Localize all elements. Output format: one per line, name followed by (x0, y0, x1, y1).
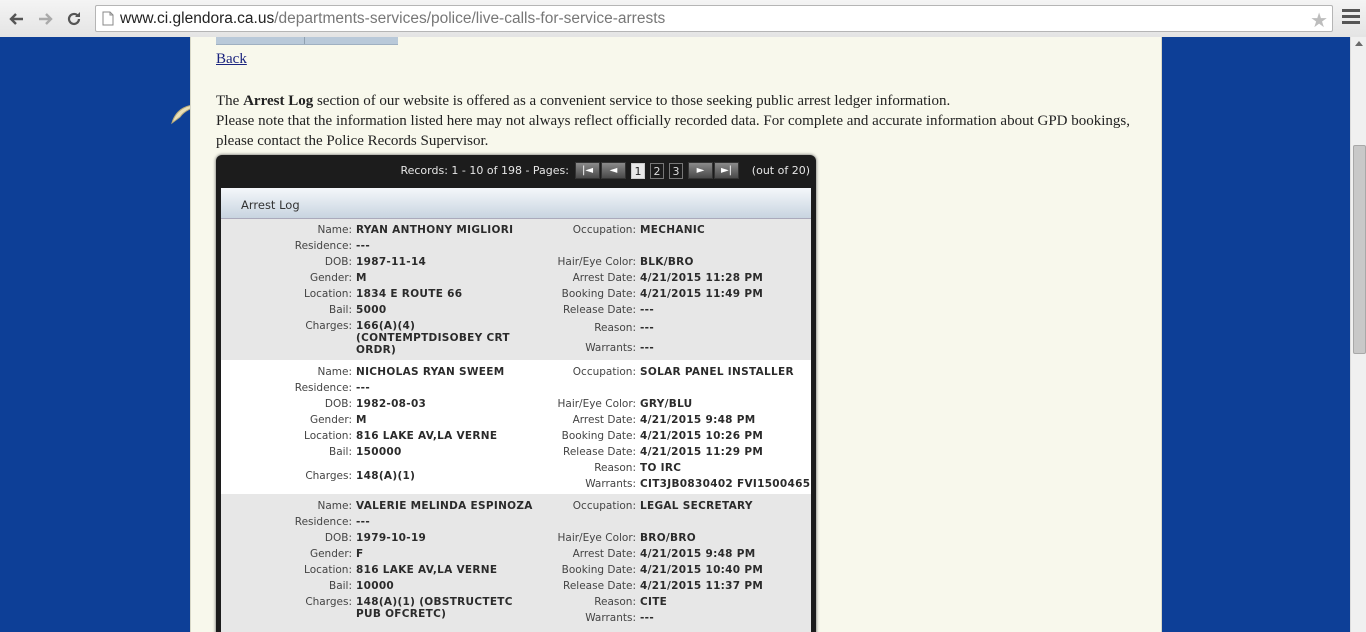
value-occupation: LEGAL SECRETARY (640, 500, 753, 512)
label-location: Location: (304, 564, 352, 576)
value-booking-date: 4/21/2015 10:40 PM (640, 564, 764, 576)
page-icon (102, 11, 114, 31)
value-arrest-date: 4/21/2015 11:28 PM (640, 272, 764, 284)
value-booking-date: 4/21/2015 11:49 PM (640, 288, 764, 300)
label-residence: Residence: (294, 382, 352, 394)
page-1-button[interactable]: 1 (631, 163, 645, 179)
value-dob: 1982-08-03 (356, 398, 427, 410)
label-arrest-date: Arrest Date: (572, 272, 636, 284)
page-3-button[interactable]: 3 (669, 163, 683, 179)
label-bail: Bail: (328, 446, 352, 458)
prev-page-button[interactable]: ◄ (601, 162, 626, 179)
page-content (190, 37, 1162, 632)
value-residence: --- (356, 516, 370, 528)
arrest-log-panel (221, 188, 811, 632)
reload-icon[interactable] (63, 8, 85, 30)
value-location: 816 LAKE AV,LA VERNE (356, 564, 498, 576)
value-bail: 150000 (356, 446, 402, 458)
label-warrants: Warrants: (585, 478, 636, 490)
value-gender: F (356, 548, 364, 560)
address-bar[interactable] (95, 5, 1333, 32)
scroll-up-arrow-icon[interactable] (1355, 41, 1363, 46)
label-name: Name: (317, 366, 352, 378)
arrest-record (221, 494, 811, 632)
intro-bold: Arrest Log (243, 93, 314, 109)
intro-text (216, 91, 1146, 151)
label-booking-date: Booking Date: (561, 288, 636, 300)
value-occupation: MECHANIC (640, 224, 706, 236)
value-hair-eye: BLK/BRO (640, 256, 694, 268)
back-arrow-icon[interactable] (6, 8, 28, 30)
value-location: 1834 E ROUTE 66 (356, 288, 463, 300)
page-2-button[interactable]: 2 (650, 163, 664, 179)
value-gender: M (356, 272, 367, 284)
label-charges: Charges: (305, 470, 352, 482)
browser-menu-icon[interactable] (1342, 9, 1360, 27)
bookmark-star-icon[interactable]: ★ (1310, 8, 1328, 32)
label-occupation: Occupation: (572, 500, 636, 512)
label-arrest-date: Arrest Date: (572, 548, 636, 560)
intro-line2: Please note that the information listed here may not always reflect officially recorded data. For complete and accurate information about GPD bookings, please contact the Police Records Supervisor. (216, 113, 1131, 149)
value-arrest-date: 4/21/2015 9:48 PM (640, 548, 756, 560)
label-warrants: Warrants: (585, 612, 636, 624)
value-charges: 148(A)(1) (OBSTRUCTETC PUB OFCRETC) (356, 596, 513, 620)
url-host: www.ci.glendora.ca.us (120, 10, 275, 27)
arrest-log-widget (216, 155, 816, 632)
value-gender: M (356, 414, 367, 426)
label-arrest-date: Arrest Date: (572, 414, 636, 426)
value-name: VALERIE MELINDA ESPINOZA (356, 500, 533, 512)
value-location: 816 LAKE AV,LA VERNE (356, 430, 498, 442)
label-name: Name: (317, 224, 352, 236)
value-dob: 1979-10-19 (356, 532, 427, 544)
label-reason: Reason: (594, 322, 636, 334)
label-warrants: Warrants: (585, 342, 636, 354)
label-occupation: Occupation: (572, 224, 636, 236)
value-release-date: --- (640, 304, 654, 316)
records-summary: Records: 1 - 10 of 198 - Pages: (400, 164, 569, 177)
value-warrants: CIT3JB0830402 FVI1500465 (640, 478, 811, 490)
label-reason: Reason: (594, 462, 636, 474)
label-hair-eye: Hair/Eye Color: (557, 256, 636, 268)
page-count: (out of 20) (751, 164, 810, 177)
back-link[interactable]: Back (216, 51, 247, 67)
pager (216, 155, 816, 185)
url-path: /departments-services/police/live-calls-for-service-arrests (274, 10, 666, 27)
value-release-date: 4/21/2015 11:37 PM (640, 580, 764, 592)
value-name: RYAN ANTHONY MIGLIORI (356, 224, 514, 236)
label-gender: Gender: (309, 548, 352, 560)
arrest-log-title: Arrest Log (241, 198, 300, 212)
label-location: Location: (304, 430, 352, 442)
value-dob: 1987-11-14 (356, 256, 427, 268)
value-charges: 148(A)(1) (356, 470, 416, 482)
label-residence: Residence: (294, 516, 352, 528)
label-charges: Charges: (305, 320, 352, 332)
value-warrants: --- (640, 342, 654, 354)
value-charges: 166(A)(4) (CONTEMPTDISOBEY CRT ORDR) (356, 320, 510, 356)
label-charges: Charges: (305, 596, 352, 608)
next-page-button[interactable]: ► (688, 162, 713, 179)
label-release-date: Release Date: (563, 446, 636, 458)
value-residence: --- (356, 382, 370, 394)
label-release-date: Release Date: (563, 304, 636, 316)
value-occupation: SOLAR PANEL INSTALLER (640, 366, 794, 378)
intro-rest: section of our website is offered as a convenient service to those seeking public arrest ledger information. (313, 93, 951, 109)
arrest-record (221, 360, 811, 494)
label-reason: Reason: (594, 596, 636, 608)
browser-toolbar (0, 0, 1366, 38)
arrest-record (221, 218, 811, 360)
forward-arrow-icon[interactable] (34, 8, 56, 30)
label-bail: Bail: (328, 304, 352, 316)
label-gender: Gender: (309, 272, 352, 284)
value-arrest-date: 4/21/2015 9:48 PM (640, 414, 756, 426)
page-scrollbar[interactable] (1350, 37, 1366, 632)
label-residence: Residence: (294, 240, 352, 252)
label-location: Location: (304, 288, 352, 300)
value-bail: 10000 (356, 580, 395, 592)
url-text (120, 10, 665, 28)
value-hair-eye: GRY/BLU (640, 398, 693, 410)
value-residence: --- (356, 240, 370, 252)
label-occupation: Occupation: (572, 366, 636, 378)
page-viewport (0, 37, 1350, 632)
value-hair-eye: BRO/BRO (640, 532, 696, 544)
last-page-button[interactable]: ►| (714, 162, 739, 179)
label-dob: DOB: (324, 532, 352, 544)
first-page-button[interactable]: |◄ (575, 162, 600, 179)
label-hair-eye: Hair/Eye Color: (557, 398, 636, 410)
scrollbar-thumb[interactable] (1353, 145, 1366, 354)
label-booking-date: Booking Date: (561, 430, 636, 442)
value-booking-date: 4/21/2015 10:26 PM (640, 430, 764, 442)
value-name: NICHOLAS RYAN SWEEM (356, 366, 505, 378)
value-warrants: --- (640, 612, 654, 624)
label-booking-date: Booking Date: (561, 564, 636, 576)
top-tab-strip (216, 37, 398, 45)
label-release-date: Release Date: (563, 580, 636, 592)
label-dob: DOB: (324, 398, 352, 410)
value-bail: 5000 (356, 304, 387, 316)
label-name: Name: (317, 500, 352, 512)
value-reason: TO IRC (640, 462, 682, 474)
value-release-date: 4/21/2015 11:29 PM (640, 446, 764, 458)
label-gender: Gender: (309, 414, 352, 426)
arrest-log-header (221, 188, 811, 219)
value-reason: --- (640, 322, 654, 334)
label-bail: Bail: (328, 580, 352, 592)
label-dob: DOB: (324, 256, 352, 268)
value-reason: CITE (640, 596, 668, 608)
label-hair-eye: Hair/Eye Color: (557, 532, 636, 544)
intro-prefix: The (216, 93, 244, 109)
